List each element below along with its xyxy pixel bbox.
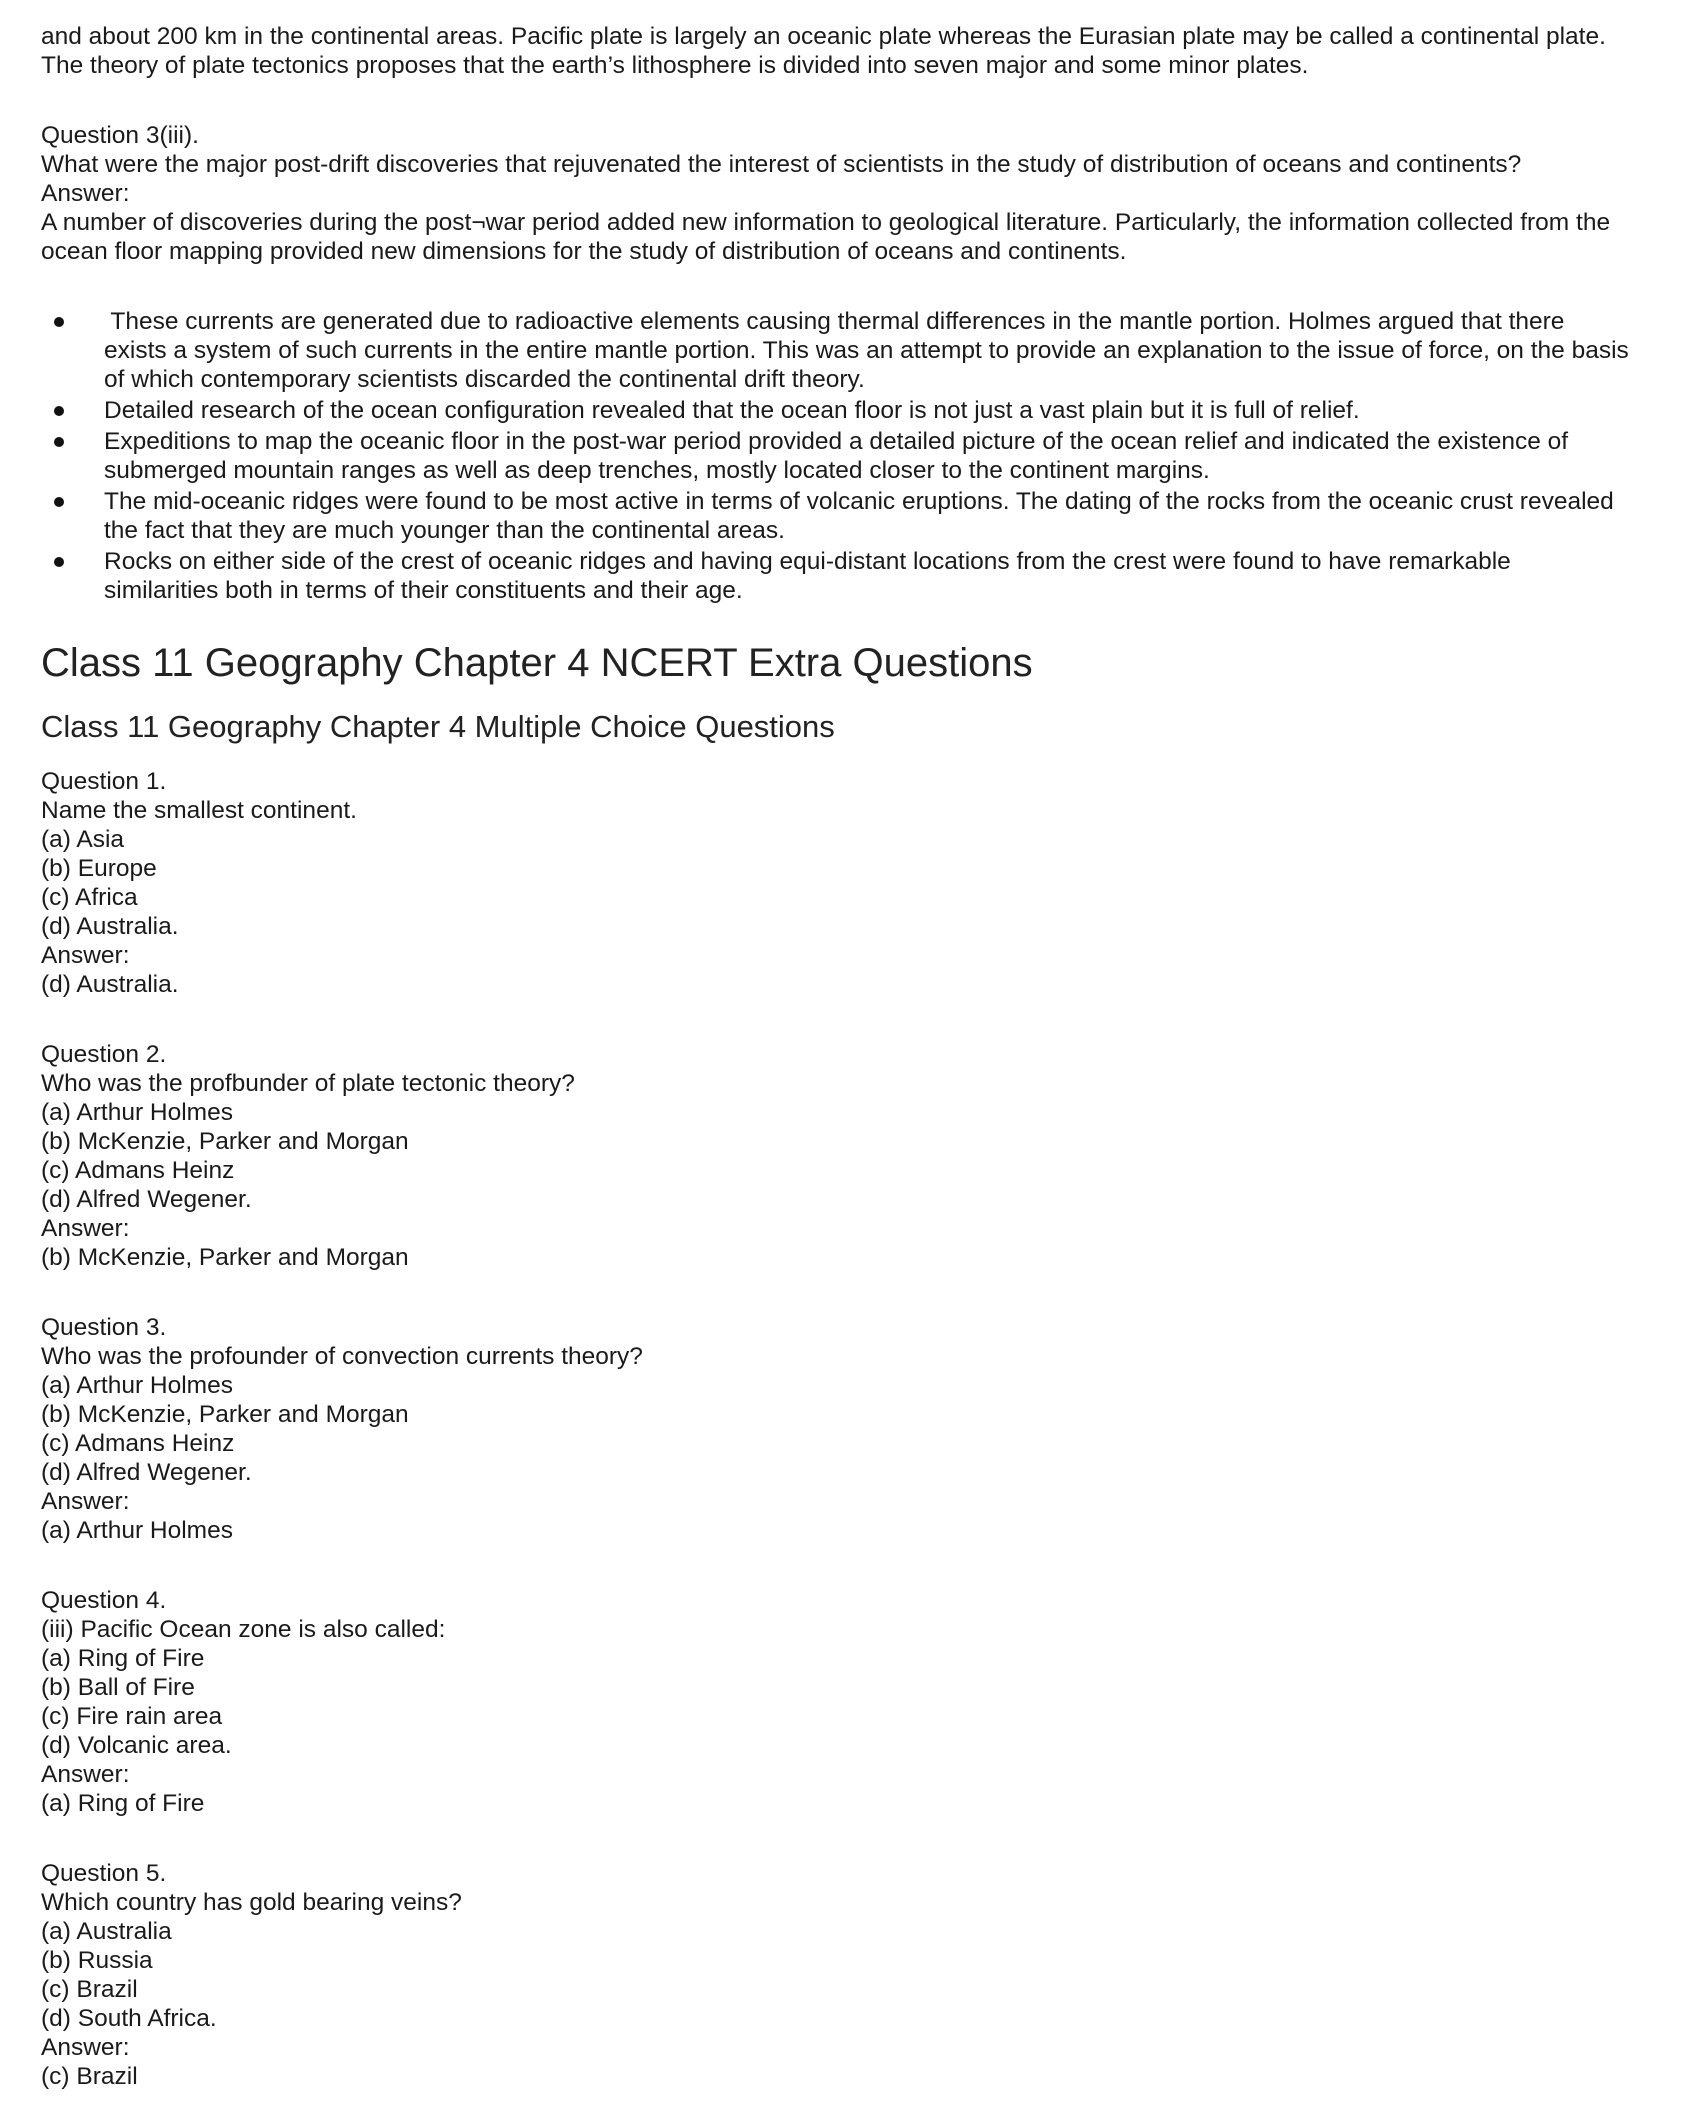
question-label: Question 4. xyxy=(41,1587,167,1614)
option: (d) Australia. xyxy=(41,913,179,940)
bullet-icon xyxy=(54,497,64,507)
question-text: Who was the profbunder of plate tectonic theory? xyxy=(41,1070,575,1097)
bullet-line: These currents are generated due to radioactive elements causing thermal differences in the mantle portion. Holmes argued that there xyxy=(104,308,1565,335)
bullet-item xyxy=(41,396,1681,425)
option: (a) Asia xyxy=(41,826,125,853)
bullet-line: The mid-oceanic ridges were found to be most active in terms of volcanic eruptions. The dating of the rocks from the oceanic crust revealed xyxy=(104,488,1614,515)
mcq-question-2 xyxy=(41,1040,1681,1272)
option: (a) Arthur Holmes xyxy=(41,1099,233,1126)
option: (c) Admans Heinz xyxy=(41,1430,235,1457)
answer-text: (b) McKenzie, Parker and Morgan xyxy=(41,1244,409,1271)
bullet-item xyxy=(41,307,1681,394)
bullet-line: Rocks on either side of the crest of oceanic ridges and having equi-distant locations from the crest were found to have remarkable xyxy=(104,548,1511,575)
question-text: (iii) Pacific Ocean zone is also called: xyxy=(41,1616,446,1643)
bullet-line: Detailed research of the ocean configuration revealed that the ocean floor is not just a vast plain but it is full of relief. xyxy=(104,397,1360,424)
bullet-icon xyxy=(54,406,64,416)
option: (a) Arthur Holmes xyxy=(41,1372,233,1399)
answer-line: A number of discoveries during the post¬war period added new information to geological literature. Particularly, the information collected from the xyxy=(41,209,1611,236)
option: (c) Brazil xyxy=(41,1976,138,2003)
question-label: Question 2. xyxy=(41,1041,167,1068)
option: (a) Australia xyxy=(41,1918,172,1945)
bullet-icon xyxy=(54,557,64,567)
option: (d) Alfred Wegener. xyxy=(41,1459,252,1486)
option: (b) Europe xyxy=(41,855,157,882)
answer-text: (a) Arthur Holmes xyxy=(41,1517,233,1544)
intro-line: The theory of plate tectonics proposes that the earth’s lithosphere is divided into seven major and some minor plates. xyxy=(41,52,1309,79)
option: (b) McKenzie, Parker and Morgan xyxy=(41,1401,409,1428)
answer-text: (c) Brazil xyxy=(41,2063,138,2090)
bullet-item xyxy=(41,487,1681,545)
bullet-icon xyxy=(54,437,64,447)
answer-text: (d) Australia. xyxy=(41,971,179,998)
option: (c) Admans Heinz xyxy=(41,1157,235,1184)
option: (d) Volcanic area. xyxy=(41,1732,232,1759)
answer-text: (a) Ring of Fire xyxy=(41,1790,205,1817)
bullet-line: submerged mountain ranges as well as deep trenches, mostly located closer to the continent margins. xyxy=(104,457,1210,484)
mcq-question-1 xyxy=(41,767,1681,999)
question-text: What were the major post-drift discoveries that rejuvenated the interest of scientists in the study of distribution of oceans and continents? xyxy=(41,151,1522,178)
option: (a) Ring of Fire xyxy=(41,1645,205,1672)
bullet-line: similarities both in terms of their constituents and their age. xyxy=(104,577,743,604)
intro-line: and about 200 km in the continental areas. Pacific plate is largely an oceanic plate whereas the Eurasian plate may be called a continental plate. xyxy=(41,23,1606,50)
option: (c) Africa xyxy=(41,884,138,911)
question-text: Which country has gold bearing veins? xyxy=(41,1889,462,1916)
answer-label: Answer: xyxy=(41,1215,130,1242)
extra-questions-heading: Class 11 Geography Chapter 4 NCERT Extra Questions xyxy=(41,641,1033,685)
question-label: Question 3. xyxy=(41,1314,167,1341)
question-label: Question 3(iii). xyxy=(41,122,199,149)
bullet-item xyxy=(41,427,1681,485)
mcq-question-3 xyxy=(41,1313,1681,1545)
intro-paragraph xyxy=(41,22,1681,80)
answer-label: Answer: xyxy=(41,1761,130,1788)
question-text: Who was the profounder of convection currents theory? xyxy=(41,1343,643,1370)
option: (b) McKenzie, Parker and Morgan xyxy=(41,1128,409,1155)
discoveries-bullet-list xyxy=(41,307,1681,605)
bullet-line: of which contemporary scientists discarded the continental drift theory. xyxy=(104,366,865,393)
mcq-question-5 xyxy=(41,1859,1681,2091)
bullet-line: exists a system of such currents in the entire mantle portion. This was an attempt to provide an explanation to the issue of force, on the basis xyxy=(104,337,1629,364)
answer-label: Answer: xyxy=(41,1488,130,1515)
bullet-line: the fact that they are much younger than the continental areas. xyxy=(104,517,785,544)
option: (d) South Africa. xyxy=(41,2005,217,2032)
question-3iii xyxy=(41,121,1681,266)
question-label: Question 1. xyxy=(41,768,167,795)
answer-label: Answer: xyxy=(41,942,130,969)
answer-label: Answer: xyxy=(41,2034,130,2061)
question-text: Name the smallest continent. xyxy=(41,797,357,824)
question-label: Question 5. xyxy=(41,1860,167,1887)
answer-label: Answer: xyxy=(41,180,130,207)
option: (d) Alfred Wegener. xyxy=(41,1186,252,1213)
bullet-line: Expeditions to map the oceanic floor in the post-war period provided a detailed picture of the ocean relief and indicated the existence of xyxy=(104,428,1569,455)
mcq-question-4 xyxy=(41,1586,1681,1818)
option: (b) Russia xyxy=(41,1947,153,1974)
answer-line: ocean floor mapping provided new dimensions for the study of distribution of oceans and continents. xyxy=(41,238,1127,265)
bullet-item xyxy=(41,547,1681,605)
option: (c) Fire rain area xyxy=(41,1703,223,1730)
document-page xyxy=(41,22,1681,2091)
option: (b) Ball of Fire xyxy=(41,1674,195,1701)
mcq-heading: Class 11 Geography Chapter 4 Multiple Choice Questions xyxy=(41,709,835,744)
bullet-icon xyxy=(54,317,64,327)
